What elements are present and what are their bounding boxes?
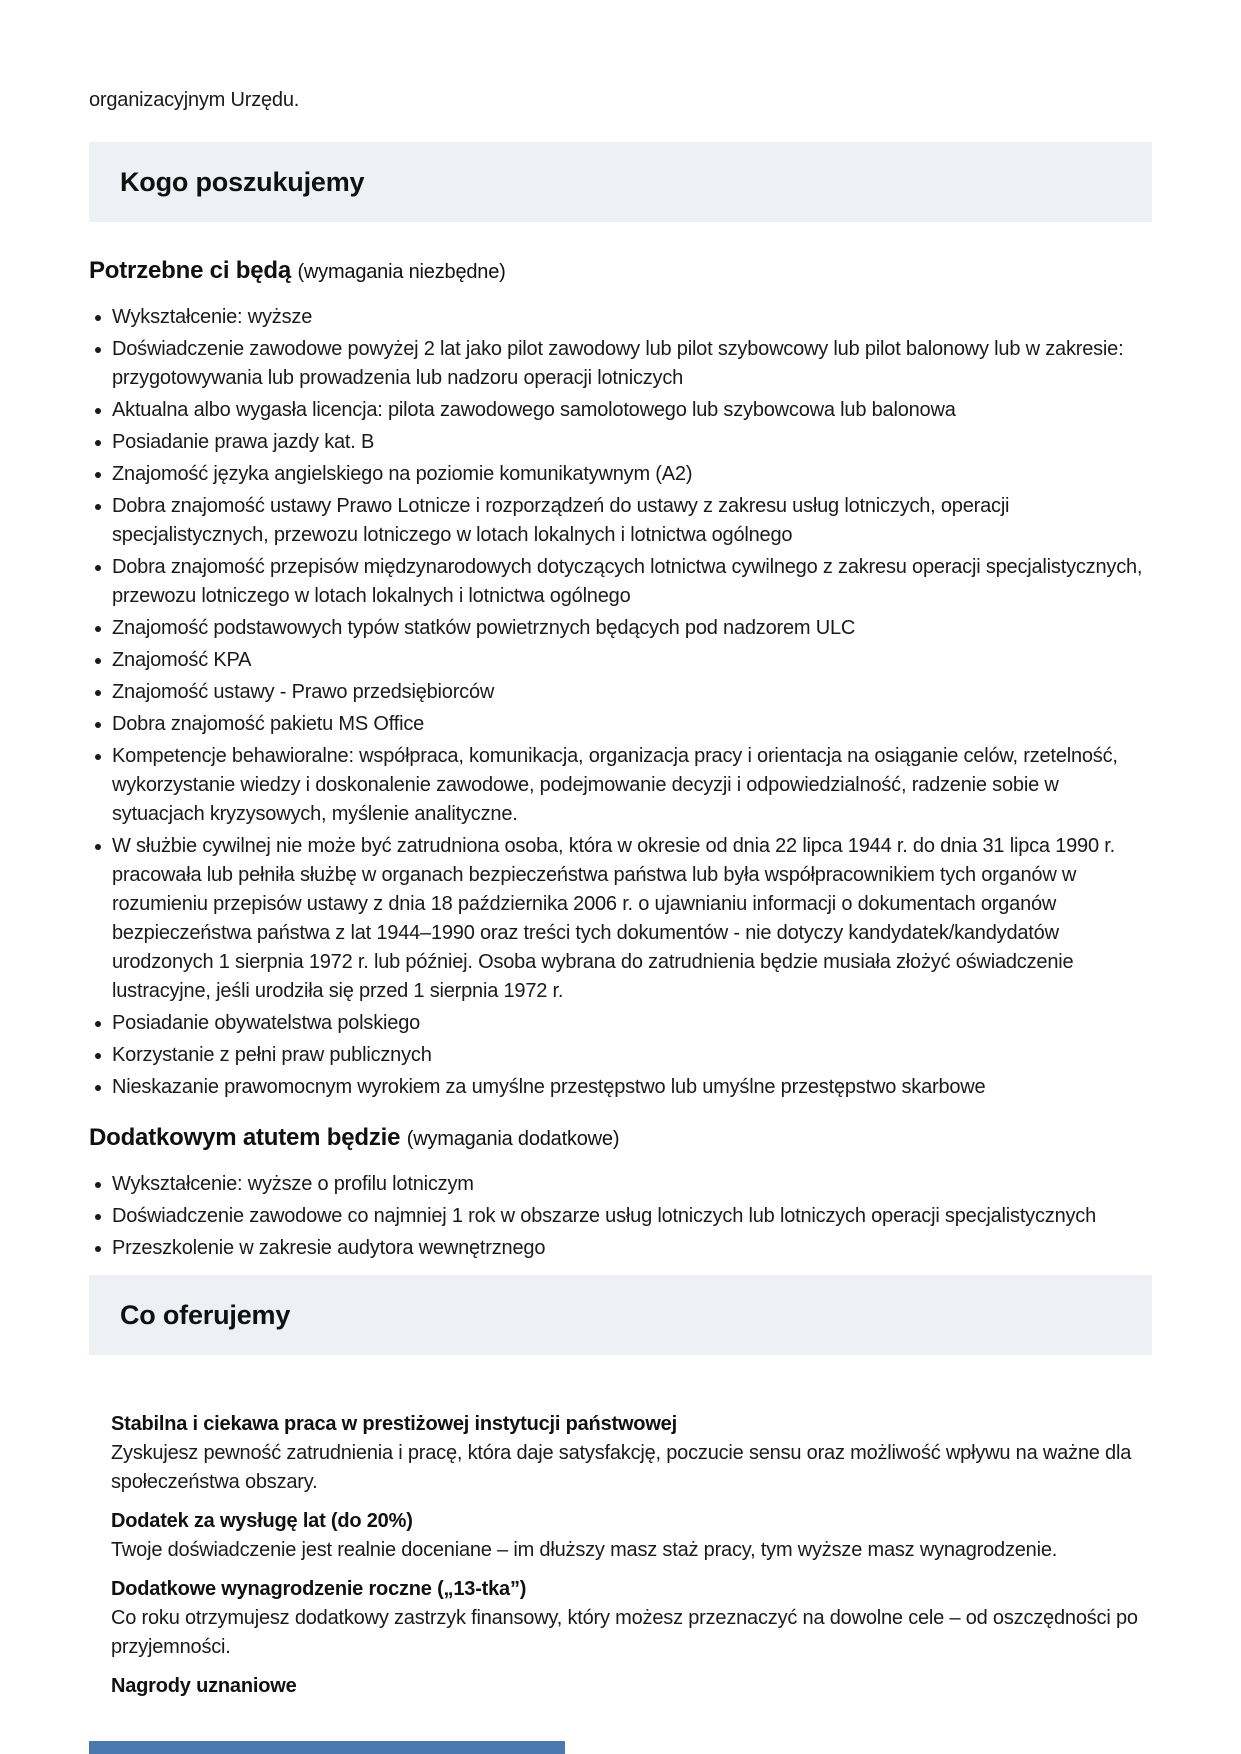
section-title: Kogo poszukujemy [120,167,365,197]
list-item: Nieskazanie prawomocnym wyrokiem za umyślne przestępstwo lub umyślne przestępstwo skarbowe [89,1073,1152,1102]
section-title: Co oferujemy [120,1300,291,1330]
offer-block [111,1672,1152,1701]
list-item: Wykształcenie: wyższe o profilu lotniczym [89,1170,1152,1199]
intro-text: organizacyjnym Urzędu. [89,89,300,111]
offer-description: Zyskujesz pewność zatrudnienia i pracę, która daje satysfakcję, poczucie sensu oraz możliwość wpływu na ważne dla społeczeństwa obszary. [111,1442,1132,1493]
list-item: Dobra znajomość pakietu MS Office [89,710,1152,739]
list-item: Aktualna albo wygasła licencja: pilota zawodowego samolotowego lub szybowcowa lub balonowa [89,396,1152,425]
list-item: Posiadanie prawa jazdy kat. B [89,428,1152,457]
additional-heading [89,1123,1152,1154]
offer-block [111,1575,1152,1662]
list-item: Przeszkolenie w zakresie audytora wewnętrznego [89,1234,1152,1263]
section-header-kogo-poszukujemy [89,142,1152,222]
requirements-heading-label: Potrzebne ci będą [89,257,291,284]
list-item: Znajomość KPA [89,646,1152,675]
section-header-co-oferujemy [89,1275,1152,1355]
list-item: Dobra znajomość ustawy Prawo Lotnicze i rozporządzeń do ustawy z zakresu usług lotniczych, operacji specjalistycznych, przewozu lotniczego w lotach lokalnych i lotnictwa ogólnego [89,492,1152,550]
list-item: Dobra znajomość przepisów międzynarodowych dotyczących lotnictwa cywilnego z zakresu operacji specjalistycznych, przewozu lotniczego w lotach lokalnych i lotnictwa ogólnego [89,553,1152,611]
offer-title: Dodatkowe wynagrodzenie roczne („13-tka”) [111,1578,527,1600]
list-item: Posiadanie obywatelstwa polskiego [89,1009,1152,1038]
list-item: Znajomość języka angielskiego na poziomie komunikatywnym (A2) [89,460,1152,489]
additional-heading-label: Dodatkowym atutem będzie [89,1124,401,1151]
additional-list [89,1170,1152,1263]
offer-description: Co roku otrzymujesz dodatkowy zastrzyk finansowy, który możesz przeznaczyć na dowolne cele – od oszczędności po przyjemności. [111,1607,1138,1658]
offer-description: Twoje doświadczenie jest realnie doceniane – im dłuższy masz staż pracy, tym wyższe masz wynagrodzenie. [111,1539,1058,1561]
offer-title: Nagrody uznaniowe [111,1675,297,1697]
offer-block [111,1410,1152,1497]
offer-title: Dodatek za wysługę lat (do 20%) [111,1510,413,1532]
list-item: Znajomość ustawy - Prawo przedsiębiorców [89,678,1152,707]
list-item: Wykształcenie: wyższe [89,303,1152,332]
requirements-list [89,303,1152,1102]
additional-heading-note: (wymagania dodatkowe) [406,1128,620,1150]
list-item: Doświadczenie zawodowe co najmniej 1 rok w obszarze usług lotniczych lub lotniczych operacji specjalistycznych [89,1202,1152,1231]
offer-title: Stabilna i ciekawa praca w prestiżowej instytucji państwowej [111,1413,677,1435]
offer-block [111,1507,1152,1565]
next-section-bar-partial [89,1741,565,1754]
list-item: W służbie cywilnej nie może być zatrudniona osoba, która w okresie od dnia 22 lipca 1944 r. do dnia 31 lipca 1990 r. pracowała lub pełniła służbę w organach bezpieczeństwa państwa lub była współpracownikiem tych organów w rozumieniu przepisów ustawy z dnia 18 października 2006 r. o ujawnianiu informacji o dokumentach organów bezpieczeństwa państwa z lat 1944–1990 oraz treści tych dokumentów - nie dotyczy kandydatek/kandydatów urodzonych 1 sierpnia 1972 r. lub później. Osoba wybrana do zatrudnienia będzie musiała złożyć oświadczenie lustracyjne, jeśli urodziła się przed 1 sierpnia 1972 r. [89,832,1152,1006]
offers-list [89,1410,1152,1701]
requirements-heading [89,256,1152,287]
requirements-heading-note: (wymagania niezbędne) [297,261,506,283]
list-item: Korzystanie z pełni praw publicznych [89,1041,1152,1070]
list-item: Doświadczenie zawodowe powyżej 2 lat jako pilot zawodowy lub pilot szybowcowy lub pilot balonowy lub w zakresie: przygotowywania lub prowadzenia lub nadzoru operacji lotniczych [89,335,1152,393]
list-item: Znajomość podstawowych typów statków powietrznych będących pod nadzorem ULC [89,614,1152,643]
list-item: Kompetencje behawioralne: współpraca, komunikacja, organizacja pracy i orientacja na osiąganie celów, rzetelność, wykorzystanie wiedzy i doskonalenie zawodowe, podejmowanie decyzji i odpowiedzialność, radzenie sobie w sytuacjach kryzysowych, myślenie analityczne. [89,742,1152,829]
